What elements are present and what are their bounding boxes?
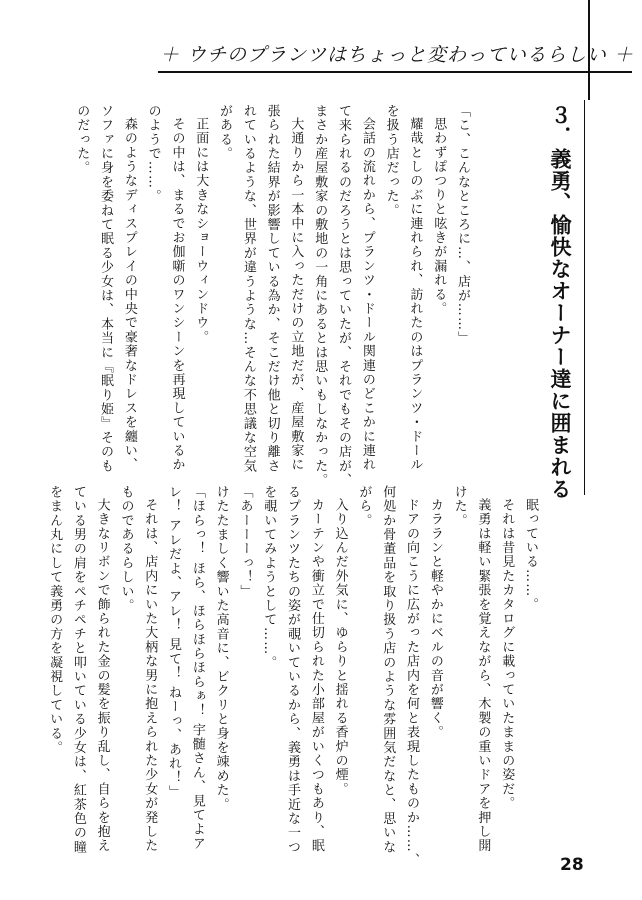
text-line: 義勇は軽い緊張を覚えながら、木製の重いドアを押し開 — [475, 498, 491, 853]
text-line: 「あーーーっ！」 — [237, 485, 253, 599]
text-line: 入り込んだ外気に、ゆらりと揺れる香炉の煙。 — [332, 498, 348, 797]
text-line: けたたましく響いた高音に、ビクリと身を竦めた。 — [213, 485, 229, 812]
text-line: その中は、まるでお伽噺のワンシーンを再現しているか — [169, 117, 185, 472]
text-line: 大きなリボンで飾られた金の髪を振り乱し、自らを抱え — [94, 498, 110, 853]
text-line: をまん丸にして義勇の方を凝視している。 — [47, 485, 63, 755]
text-line: のようで……。 — [145, 104, 161, 204]
text-line: 正面には大きなショーウィンドウ。 — [193, 117, 209, 345]
text-line: 張られた結界が影響している為か、そこだけ他と切り離さ — [264, 104, 280, 474]
text-line: 何処か骨董品を取り扱う店のような雰囲気だなと、思いな — [380, 485, 396, 855]
text-line: を覗いてみようとして……。 — [261, 485, 277, 670]
text-line: ソファに身を委ねて眠る少女は、本当に『眠り姫』そのも — [98, 104, 114, 474]
text-line: まさか産屋敷家の敷地の一角にあるとは思いもしなかった。 — [312, 104, 328, 488]
body-text-lower — [42, 485, 542, 868]
text-line: れているような、世界が違うような…そんな不思議な空気 — [240, 104, 256, 474]
text-line: 森のようなディスプレイの中央で豪奢なドレスを纏い、 — [121, 117, 137, 472]
text-line: それは昔見たカタログに載っていたままの姿だ。 — [499, 498, 515, 811]
text-line: 大通りから一本中に入っただけの立地だが、産屋敷家に — [288, 117, 304, 472]
text-line: 「こ、こんなところに…、店が……」 — [455, 104, 470, 346]
text-line: ものであるらしい。 — [118, 485, 134, 613]
text-line: るプランツたちの姿が覗いているから、義勇は手近な一つ — [285, 485, 301, 855]
header-rule — [158, 71, 632, 73]
text-line: がら。 — [356, 485, 372, 528]
text-line: レ！ アレだよ、アレ！ 見て！ ねーっ、あれ！」 — [166, 485, 182, 800]
text-line: けた。 — [451, 485, 467, 528]
text-line: カラランと軽やかにベルの音が響く。 — [427, 498, 443, 740]
text-line: 思わずぽつりと呟きが漏れる。 — [431, 117, 447, 316]
text-line: 耀哉としのぶに連れられ、訪れたのはプランツ・ドール — [407, 117, 423, 472]
text-line: ている男の肩をペチペチと叩いている少女は、紅茶色の瞳 — [70, 485, 86, 855]
text-line: 「ほらっ！ ほら、ほらほらほらぁ！ 宇髄さん、見てよア — [189, 485, 205, 851]
running-header: ＋ ウチのプランツはちょっと変わっているらしい ＋ — [160, 44, 634, 66]
page-number: 28 — [560, 855, 584, 875]
chapter-rule — [584, 100, 585, 495]
text-line: それは、店内にいた大柄な男に抱えられた少女が発した — [142, 498, 158, 853]
chapter-title: ３．義勇、愉快なオーナー達に囲まれる — [548, 104, 572, 500]
body-text-upper — [69, 104, 474, 488]
text-line: カーテンや衝立で仕切られた小部屋がいくつもあり、眠 — [308, 498, 324, 853]
text-line: を扱う店だった。 — [383, 104, 399, 218]
text-line: て来られるのだろうとは思っていたが、それでもその店が、 — [336, 104, 352, 488]
text-line: 眠っている……。 — [523, 498, 538, 612]
text-line: のだった。 — [74, 104, 90, 175]
text-line: 会話の流れから、プランツ・ドール関連のどこかに連れ — [359, 117, 375, 472]
text-line: ドアの向こうに広がった店内を何と表現したものか……、 — [404, 498, 420, 868]
text-line: がある。 — [217, 104, 233, 161]
